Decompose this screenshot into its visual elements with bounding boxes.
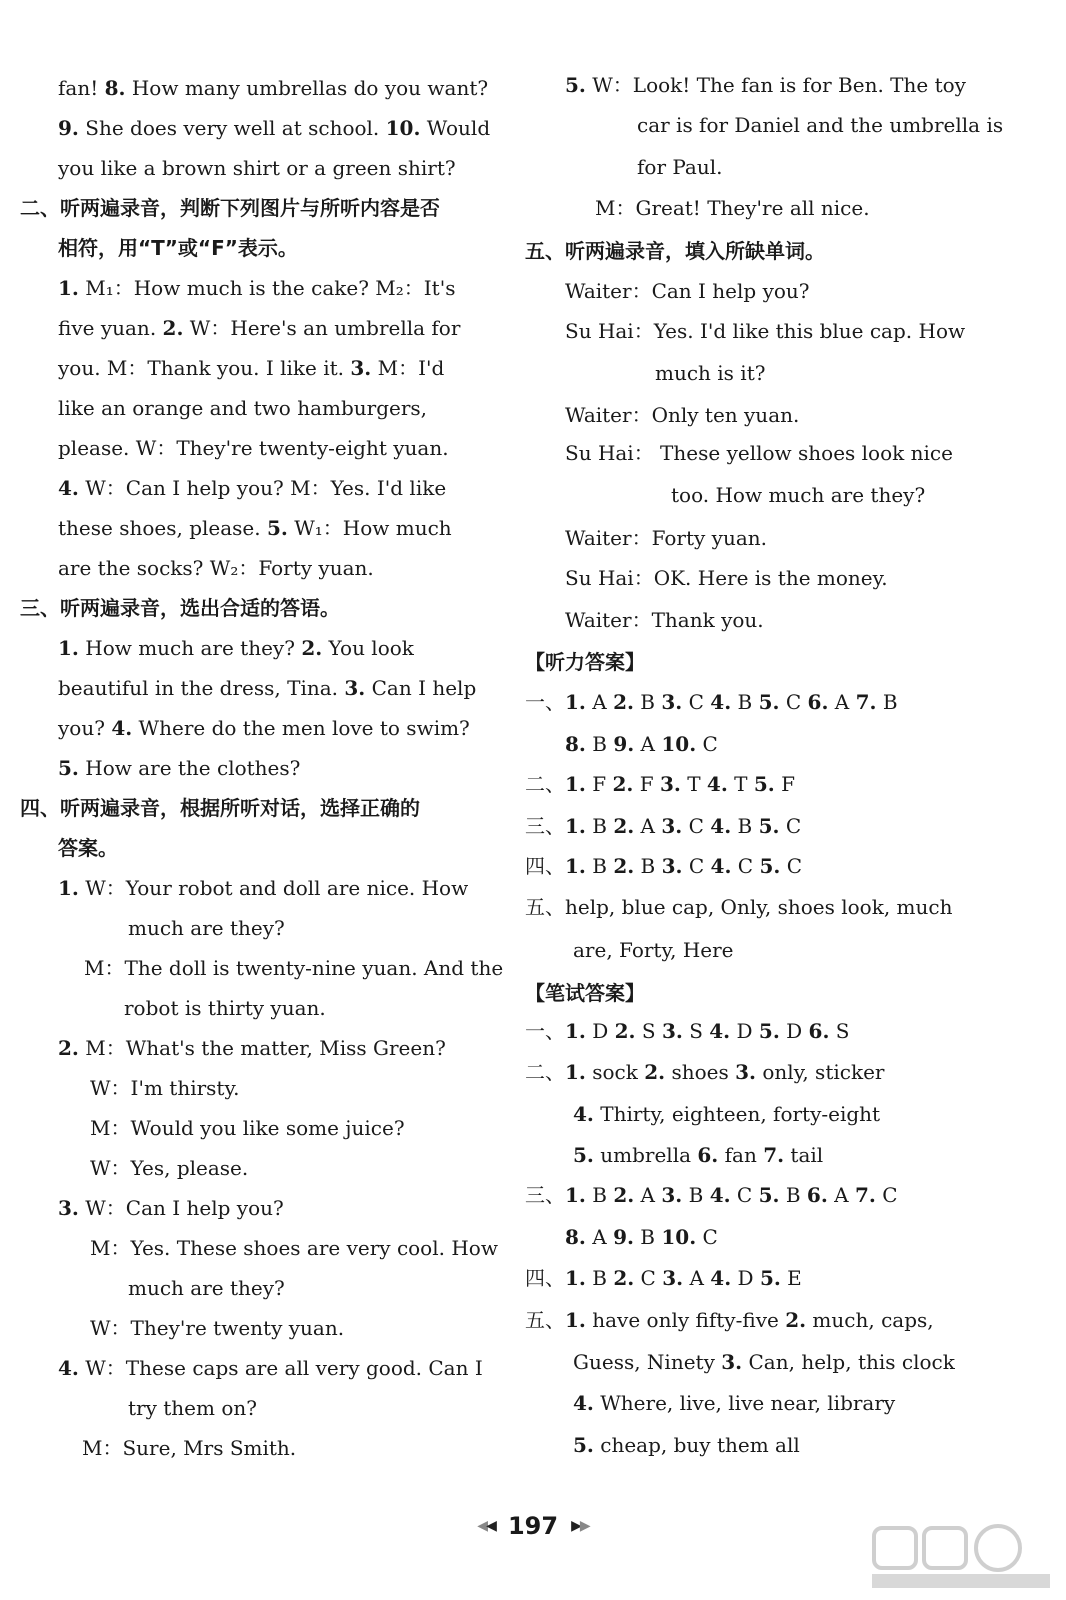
text-line: Su Hai：Yes. I'd like this blue cap. How bbox=[565, 319, 966, 343]
text-line: 5. W：Look! The fan is for Ben. The toy bbox=[565, 73, 966, 97]
text-line: Waiter：Forty yuan. bbox=[565, 526, 767, 550]
text-line: M：Yes. These shoes are very cool. How bbox=[90, 1236, 498, 1260]
text-line: are the socks? W₂：Forty yuan. bbox=[58, 556, 374, 580]
section-heading: 四、听两遍录音，根据所听对话，选择正确的 bbox=[20, 796, 420, 820]
text-line: like an orange and two hamburgers, bbox=[58, 396, 428, 420]
text-line: 5. cheap, buy them all bbox=[573, 1433, 800, 1457]
text-line: you. M：Thank you. I like it. 3. M：I'd bbox=[58, 356, 445, 380]
text-line: W：Yes, please. bbox=[90, 1156, 249, 1180]
text-line: Guess, Ninety 3. Can, help, this clock bbox=[573, 1350, 955, 1374]
text-line: 4. W：These caps are all very good. Can I bbox=[58, 1356, 483, 1380]
text-line: 一、1. D 2. S 3. S 4. D 5. D 6. S bbox=[525, 1019, 850, 1043]
text-line: too. How much are they? bbox=[671, 483, 926, 507]
text-line: 1. W：Your robot and doll are nice. How bbox=[58, 876, 469, 900]
text-line: these shoes, please. 5. W₁：How much bbox=[58, 516, 452, 540]
text-line: Su Hai： These yellow shoes look nice bbox=[565, 441, 953, 465]
watermark-logo bbox=[866, 1522, 1056, 1592]
page-number: 197 bbox=[507, 1512, 559, 1540]
text-line: Waiter：Only ten yuan. bbox=[565, 403, 800, 427]
text-line: car is for Daniel and the umbrella is bbox=[637, 113, 1004, 137]
text-line: 二、1. sock 2. shoes 3. only, sticker bbox=[525, 1060, 885, 1084]
text-line: W：I'm thirsty. bbox=[90, 1076, 240, 1100]
text-line: beautiful in the dress, Tina. 3. Can I help bbox=[58, 676, 477, 700]
text-line: 四、1. B 2. B 3. C 4. C 5. C bbox=[525, 854, 803, 878]
text-line: 5. umbrella 6. fan 7. tail bbox=[573, 1143, 824, 1167]
text-line: 四、1. B 2. C 3. A 4. D 5. E bbox=[525, 1266, 802, 1290]
text-line: 三、1. B 2. A 3. B 4. C 5. B 6. A 7. C bbox=[525, 1183, 898, 1207]
section-heading: 二、听两遍录音，判断下列图片与所听内容是否 bbox=[20, 196, 440, 220]
text-line: 三、1. B 2. A 3. C 4. B 5. C bbox=[525, 814, 802, 838]
text-line: 1. How much are they? 2. You look bbox=[58, 636, 414, 660]
prev-arrows-icon: ◀◀ bbox=[477, 1518, 495, 1534]
text-line: M：The doll is twenty-nine yuan. And the bbox=[84, 956, 504, 980]
text-line: 8. B 9. A 10. C bbox=[565, 732, 718, 756]
section-heading: 答案。 bbox=[58, 836, 118, 860]
answer-heading: 【听力答案】 bbox=[525, 650, 645, 674]
section-heading: 三、听两遍录音，选出合适的答语。 bbox=[20, 596, 340, 620]
text-line: Waiter：Thank you. bbox=[565, 608, 764, 632]
text-line: Waiter：Can I help you? bbox=[565, 279, 810, 303]
text-line: are, Forty, Here bbox=[573, 938, 734, 962]
text-line: 3. W：Can I help you? bbox=[58, 1196, 284, 1220]
text-line: fan! 8. How many umbrellas do you want? bbox=[58, 76, 489, 100]
next-arrows-icon: ▶▶ bbox=[571, 1518, 589, 1534]
text-line: 一、1. A 2. B 3. C 4. B 5. C 6. A 7. B bbox=[525, 690, 898, 714]
text-line: W：They're twenty yuan. bbox=[90, 1316, 345, 1340]
text-line: M：Great! They're all nice. bbox=[595, 196, 870, 220]
text-line: 9. She does very well at school. 10. Would bbox=[58, 116, 491, 140]
text-line: please. W：They're twenty-eight yuan. bbox=[58, 436, 449, 460]
text-line: 8. A 9. B 10. C bbox=[565, 1225, 718, 1249]
text-line: 二、1. F 2. F 3. T 4. T 5. F bbox=[525, 772, 795, 796]
text-line: 五、help, blue cap, Only, shoes look, much bbox=[525, 895, 953, 919]
text-line: 1. M₁：How much is the cake? M₂：It's bbox=[58, 276, 456, 300]
text-line: five yuan. 2. W：Here's an umbrella for bbox=[58, 316, 461, 340]
text-line: M：Would you like some juice? bbox=[90, 1116, 405, 1140]
text-line: 4. Thirty, eighteen, forty-eight bbox=[573, 1102, 881, 1126]
text-line: Su Hai：OK. Here is the money. bbox=[565, 566, 888, 590]
text-line: 2. M：What's the matter, Miss Green? bbox=[58, 1036, 446, 1060]
text-line: robot is thirty yuan. bbox=[124, 996, 326, 1020]
text-line: you? 4. Where do the men love to swim? bbox=[58, 716, 470, 740]
section-heading: 相符，用“T”或“F”表示。 bbox=[58, 236, 298, 260]
text-line: much are they? bbox=[128, 916, 285, 940]
answer-heading: 【笔试答案】 bbox=[525, 981, 645, 1005]
text-line: try them on? bbox=[128, 1396, 257, 1420]
text-line: much is it? bbox=[655, 361, 766, 385]
text-line: 5. How are the clothes? bbox=[58, 756, 301, 780]
text-line: 五、1. have only fifty-five 2. much, caps, bbox=[525, 1308, 934, 1332]
text-line: much are they? bbox=[128, 1276, 285, 1300]
text-line: 4. W：Can I help you? M：Yes. I'd like bbox=[58, 476, 447, 500]
text-line: 4. Where, live, live near, library bbox=[573, 1391, 896, 1415]
text-line: M：Sure, Mrs Smith. bbox=[82, 1436, 297, 1460]
text-line: you like a brown shirt or a green shirt? bbox=[58, 156, 456, 180]
section-heading: 五、听两遍录音，填入所缺单词。 bbox=[525, 239, 825, 263]
text-line: for Paul. bbox=[637, 155, 723, 179]
